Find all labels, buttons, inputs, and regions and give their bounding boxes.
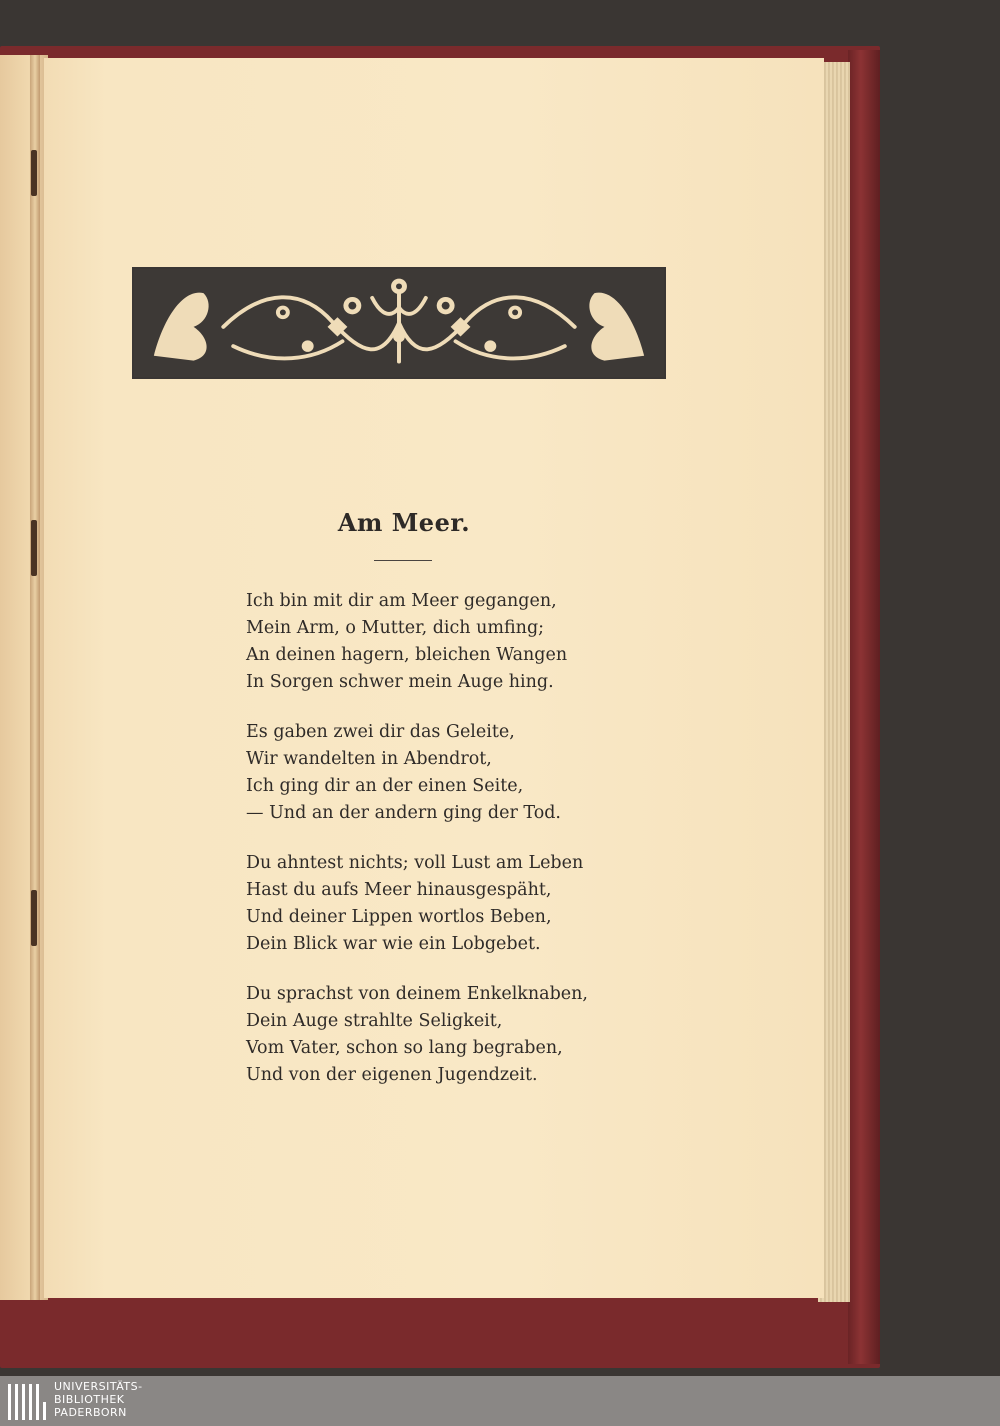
poem-title: Am Meer. [337,508,471,537]
poem-line: An deinen hagern, bleichen Wangen [246,645,568,665]
poem-line: Ich bin mit dir am Meer gegangen, [246,591,557,611]
book-page [44,58,824,1298]
poem-stanza [246,719,666,827]
poem-stanza [246,588,666,696]
binding-staple [31,890,37,946]
library-name-line: PADERBORN [54,1406,127,1419]
poem-line: Vom Vater, schon so lang begraben, [246,1038,563,1058]
poem-line: Du sprachst von deinem Enkelknaben, [246,984,588,1004]
library-name-line: UNIVERSITÄTS- [54,1380,143,1393]
poem-stanza [246,850,666,958]
left-page-sliver [0,55,48,1300]
poem-line: Dein Blick war wie ein Lobgebet. [246,934,541,954]
binding-staple [31,520,37,576]
poem-line: Und von der eigenen Jugendzeit. [246,1065,538,1085]
page-binding [30,55,40,1300]
ornament-vine-icon [134,269,664,377]
binding-staple [31,150,37,196]
library-name-line: BIBLIOTHEK [54,1393,125,1406]
poem-line: — Und an der andern ging der Tod. [246,803,561,823]
poem-line: Du ahntest nichts; voll Lust am Leben [246,853,584,873]
decorative-headpiece [132,267,666,379]
poem-line: In Sorgen schwer mein Auge hing. [246,672,554,692]
poem-line: Dein Auge strahlte Seligkeit, [246,1011,503,1031]
poem-line: Ich ging dir an der einen Seite, [246,776,524,796]
poem-line: Es gaben zwei dir das Geleite, [246,722,515,742]
library-name [54,1380,143,1419]
poem-line: Hast du aufs Meer hinausgespäht, [246,880,552,900]
poem-line: Wir wandelten in Abendrot, [246,749,492,769]
poem-body [246,588,666,1112]
poem-line: Und deiner Lippen wortlos Beben, [246,907,552,927]
library-logo-icon [6,1382,50,1422]
library-footer-bar [0,1376,1000,1426]
poem-line: Mein Arm, o Mutter, dich umfing; [246,618,545,638]
poem-stanza [246,981,666,1089]
title-divider [374,560,432,561]
cover-spine-edge [848,50,880,1364]
